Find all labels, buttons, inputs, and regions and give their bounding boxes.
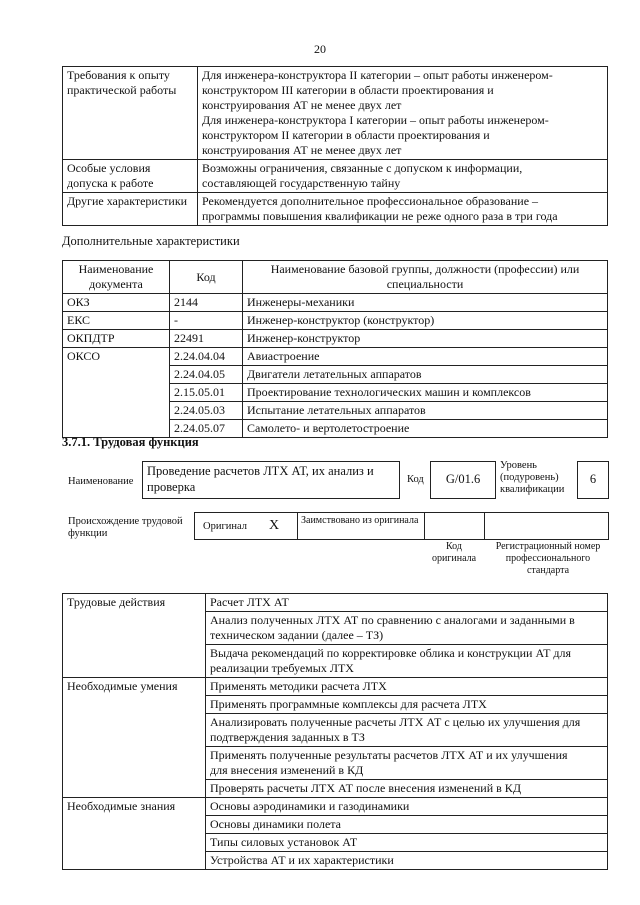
duty-line: Анализ полученных ЛТХ АТ по сравнению с аналогами и заданными в xyxy=(210,613,575,627)
duty-line: Применять методики расчета ЛТХ xyxy=(210,679,387,693)
requirement-label: Требования к опыту практической работы xyxy=(63,67,198,160)
code-cell: 2144 xyxy=(170,294,243,312)
origin-label: Происхождение трудовой функции xyxy=(68,516,183,539)
duty-item xyxy=(206,816,608,834)
function-title: 3.7.1. Трудовая функция xyxy=(62,435,199,449)
requirement-line: конструктором II категории в области проектирования и xyxy=(202,128,490,142)
duty-group-label: Трудовые действия xyxy=(63,594,206,678)
duty-item xyxy=(206,852,608,870)
name-cell: Испытание летательных аппаратов xyxy=(243,402,608,420)
code-cell: 2.24.05.07 xyxy=(170,420,243,438)
duty-item xyxy=(206,834,608,852)
doc-cell: ЕКС xyxy=(63,312,170,330)
function-name-box xyxy=(142,461,400,499)
duty-item xyxy=(206,645,608,678)
duties-table xyxy=(62,593,608,870)
requirement-line: Для инженера-конструктора I категории – опыт работы инженером- xyxy=(202,113,549,127)
duty-item xyxy=(206,714,608,747)
requirement-label: Особые условия допуска к работе xyxy=(63,160,198,193)
code-label: Код xyxy=(407,474,424,485)
duty-line: Основы динамики полета xyxy=(210,817,341,831)
duty-item xyxy=(206,612,608,645)
doc-cell: ОКЗ xyxy=(63,294,170,312)
requirement-line: составляющей государственную тайну xyxy=(202,176,401,190)
name-cell: Инженер-конструктор (конструктор) xyxy=(243,312,608,330)
duty-line: техническом задании (далее – ТЗ) xyxy=(210,628,384,642)
duty-line: Анализировать полученные расчеты ЛТХ АТ с целью их улучшения для xyxy=(210,715,581,729)
requirement-text xyxy=(198,67,608,160)
duty-group-label: Необходимые знания xyxy=(63,798,206,870)
requirement-line: конструктором III категории в области проектирования и xyxy=(202,83,494,97)
duty-row xyxy=(63,678,608,696)
duty-line: Применять программные комплексы для расчета ЛТХ xyxy=(210,697,487,711)
duty-item xyxy=(206,780,608,798)
duty-line: для внесения изменений в КД xyxy=(210,763,364,777)
code-orig-caption: Код оригинала xyxy=(431,541,477,564)
duty-line: Устройства АТ и их характеристики xyxy=(210,853,394,867)
duty-line: Выдача рекомендаций по корректировке облика и конструкции АТ для xyxy=(210,646,572,660)
duty-line: Расчет ЛТХ АТ xyxy=(210,595,289,609)
name-cell: Инженеры-механики xyxy=(243,294,608,312)
requirement-line: конструирования АТ не менее двух лет xyxy=(202,98,402,112)
function-name-value: Проведение расчетов ЛТХ АТ, их анализ и проверка xyxy=(147,464,374,494)
col-doc-header: Наименование документа xyxy=(63,261,170,294)
requirement-line: программы повышения квалификации не реже одного раза в три года xyxy=(202,209,558,223)
duty-row xyxy=(63,594,608,612)
col-name-header: Наименование базовой группы, должности (профессии) или специальности xyxy=(243,261,608,294)
name-label: Наименование xyxy=(68,476,134,487)
requirement-line: Рекомендуется дополнительное профессиональное образование – xyxy=(202,194,539,208)
code-cell: 2.24.04.05 xyxy=(170,366,243,384)
level-label: Уровень (подуровень) квалификации xyxy=(500,460,565,495)
origin-box xyxy=(194,512,609,540)
duty-item xyxy=(206,594,608,612)
requirement-row xyxy=(63,67,608,160)
duty-item xyxy=(206,798,608,816)
duty-line: Применять полученные результаты расчетов ЛТХ АТ и их улучшения xyxy=(210,748,568,762)
level-box xyxy=(577,461,609,499)
function-code-value: G/01.6 xyxy=(445,472,481,486)
requirement-line: Возможны ограничения, связанные с допуском к информации, xyxy=(202,161,523,175)
function-code-box xyxy=(430,461,496,499)
duty-line: Основы аэродинамики и газодинамики xyxy=(210,799,410,813)
borrowed-label: Заимствовано из оригинала xyxy=(301,515,419,526)
duty-item xyxy=(206,747,608,780)
duty-row xyxy=(63,798,608,816)
doc-cell: ОКСО xyxy=(63,348,170,438)
requirement-label: Другие характеристики xyxy=(63,193,198,226)
additional-row xyxy=(63,294,608,312)
name-cell: Авиастроение xyxy=(243,348,608,366)
page-number: 20 xyxy=(314,42,326,56)
code-cell: 22491 xyxy=(170,330,243,348)
requirement-text xyxy=(198,160,608,193)
name-cell: Самолето- и вертолетостроение xyxy=(243,420,608,438)
duty-group-label: Необходимые умения xyxy=(63,678,206,798)
code-cell: 2.15.05.01 xyxy=(170,384,243,402)
requirement-line: конструирования АТ не менее двух лет xyxy=(202,143,402,157)
duty-line: подтверждения заданных в ТЗ xyxy=(210,730,365,744)
name-cell: Инженер-конструктор xyxy=(243,330,608,348)
col-code-header: Код xyxy=(170,261,243,294)
code-cell: - xyxy=(170,312,243,330)
doc-cell: ОКПДТР xyxy=(63,330,170,348)
requirement-row xyxy=(63,160,608,193)
level-value: 6 xyxy=(589,472,597,486)
duty-line: Типы силовых установок АТ xyxy=(210,835,358,849)
duty-item xyxy=(206,696,608,714)
requirement-row xyxy=(63,193,608,226)
reg-number-caption: Регистрационный номер профессионального стандарта xyxy=(495,541,601,576)
code-cell: 2.24.05.03 xyxy=(170,402,243,420)
original-mark: X xyxy=(269,518,280,533)
requirement-line: Для инженера-конструктора II категории – опыт работы инженером- xyxy=(202,68,553,82)
requirement-text xyxy=(198,193,608,226)
original-label: Оригинал xyxy=(203,521,247,532)
duty-item xyxy=(206,678,608,696)
additional-row xyxy=(63,348,608,366)
additional-row xyxy=(63,330,608,348)
additional-row xyxy=(63,312,608,330)
additional-title: Дополнительные характеристики xyxy=(62,234,240,248)
name-cell: Двигатели летательных аппаратов xyxy=(243,366,608,384)
duty-line: реализации требуемых ЛТХ xyxy=(210,661,354,675)
requirements-table xyxy=(62,66,608,226)
duty-line: Проверять расчеты ЛТХ АТ после внесения изменений в КД xyxy=(210,781,521,795)
additional-table xyxy=(62,260,608,438)
name-cell: Проектирование технологических машин и комплексов xyxy=(243,384,608,402)
code-cell: 2.24.04.04 xyxy=(170,348,243,366)
